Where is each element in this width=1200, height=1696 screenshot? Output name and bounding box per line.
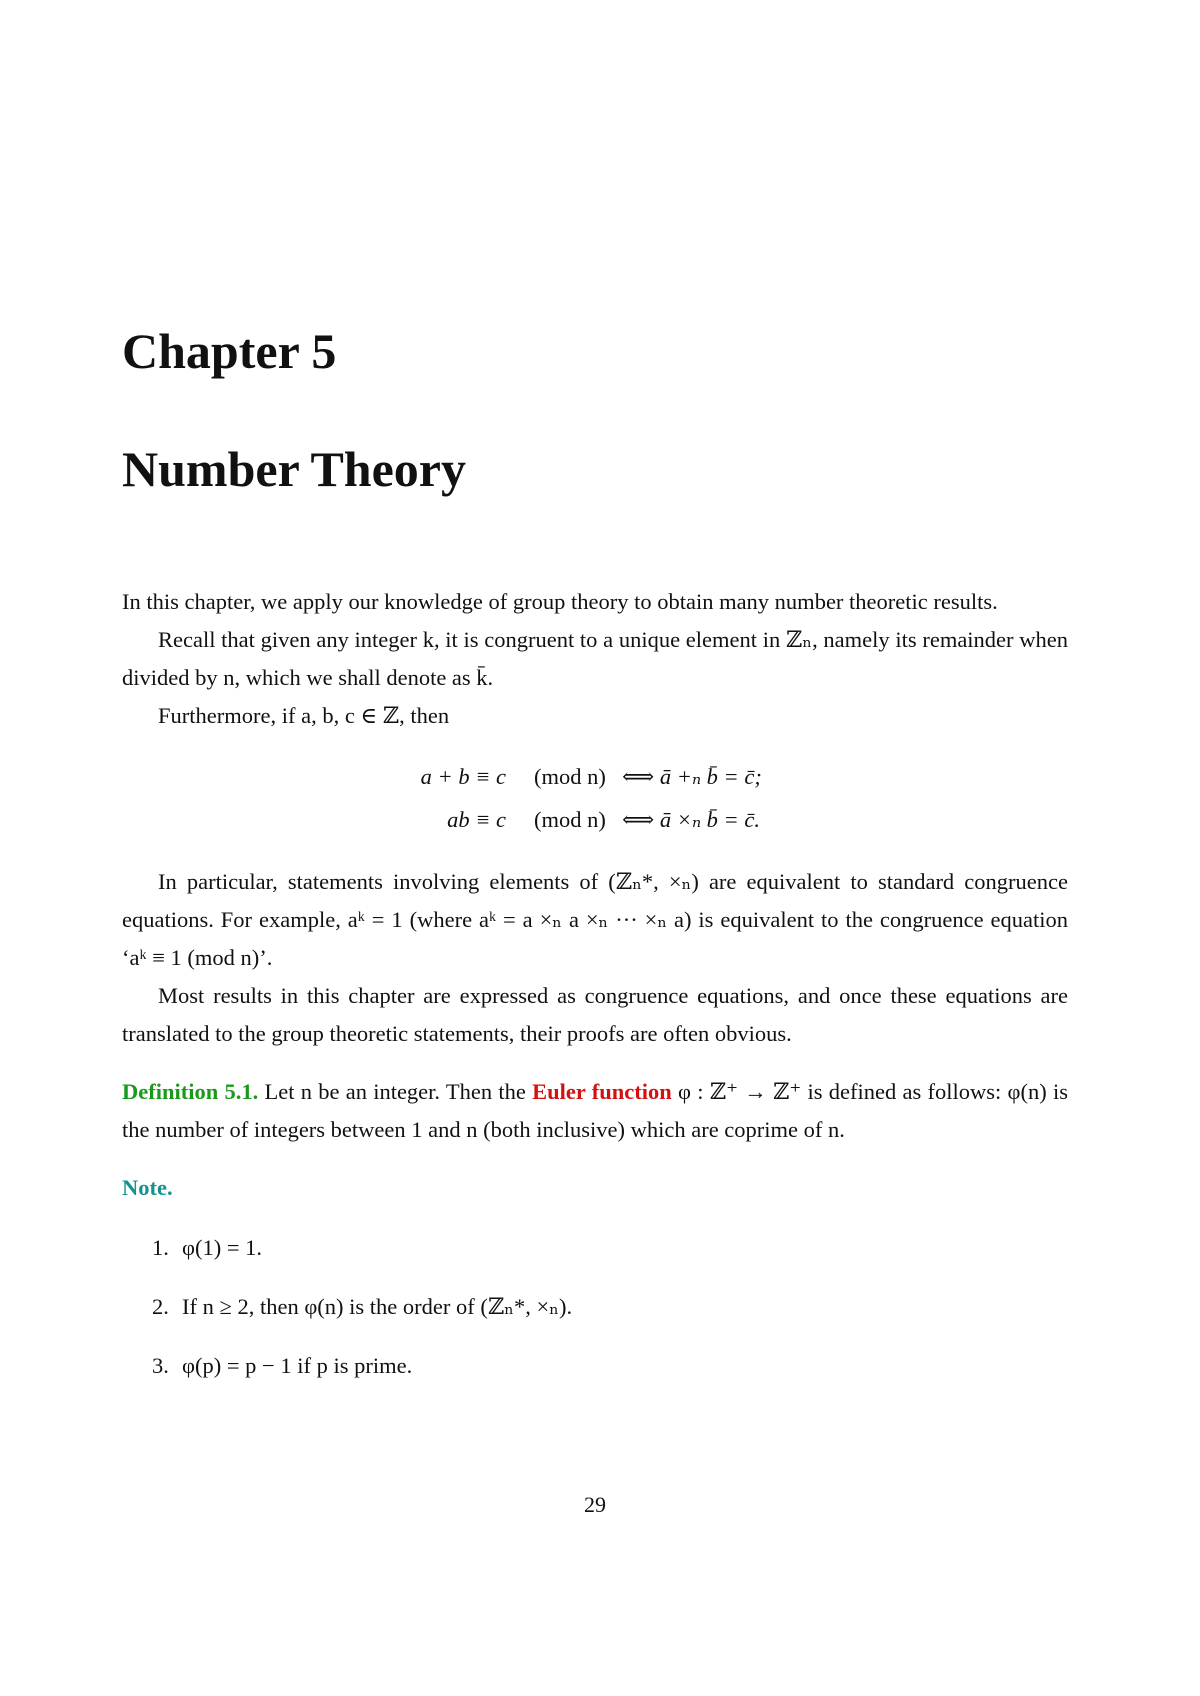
note-label: Note. — [122, 1175, 173, 1200]
definition-term: Euler function — [532, 1079, 672, 1104]
equation-rhs: ⟺ ā +ₙ b̄ = c̄; — [622, 763, 762, 789]
list-item — [122, 1229, 1068, 1267]
equation-mod: (mod n) — [534, 763, 606, 789]
equation-row — [122, 798, 1068, 841]
equation-row — [122, 755, 1068, 798]
list-number: 1. — [152, 1235, 169, 1260]
list-text: φ(p) = p − 1 if p is prime. — [182, 1353, 413, 1378]
chapter-title: Number Theory — [122, 441, 466, 497]
equation-lhs: ab ≡ c — [447, 806, 506, 832]
note-list — [122, 1229, 1068, 1385]
definition-text: Let n be an integer. Then the — [258, 1079, 533, 1104]
page-number: 29 — [584, 1492, 606, 1517]
equation-mod: (mod n) — [534, 806, 606, 832]
body-text — [122, 583, 1068, 1406]
list-item — [122, 1347, 1068, 1385]
chapter-label: Chapter 5 — [122, 323, 337, 379]
list-number: 2. — [152, 1294, 169, 1319]
list-text: φ(1) = 1. — [182, 1235, 263, 1260]
equation-block — [122, 755, 1068, 841]
equation-rhs: ⟺ ā ×ₙ b̄ = c̄. — [622, 806, 760, 832]
list-text: If n ≥ 2, then φ(n) is the order of (ℤₙ*, ×ₙ). — [182, 1294, 573, 1319]
paragraph-most: Most results in this chapter are expressed as congruence equations, and once these equations are translated to the group theoretic statements, their proofs are often obvious. — [122, 983, 1068, 1046]
paragraph-furthermore: Furthermore, if a, b, c ∈ ℤ, then — [158, 703, 450, 728]
equation-lhs: a + b ≡ c — [420, 763, 506, 789]
paragraph-particular: In particular, statements involving elements of (ℤₙ*, ×ₙ) are equivalent to standard congruence equations. For example, aᵏ = 1 (where aᵏ = a ×ₙ a ×ₙ ··· ×ₙ a) is equivalent to the congruence equation ‘aᵏ ≡ 1 (mod n)’. — [122, 869, 1068, 970]
definition-label: Definition 5.1. — [122, 1079, 259, 1104]
definition-text: φ : ℤ⁺ → ℤ⁺ is defined as follows: φ(n) is the number of integers between 1 and n (both inclusive) which are coprime of n. — [122, 1079, 1068, 1142]
paragraph-recall: Recall that given any integer k, it is congruent to a unique element in ℤₙ, namely its remainder when divided by n, which we shall denote as k̄. — [122, 627, 1068, 690]
definition-5-1 — [122, 1073, 1068, 1149]
paragraph-intro: In this chapter, we apply our knowledge of group theory to obtain many number theoretic results. — [122, 589, 998, 614]
list-item — [122, 1288, 1068, 1326]
list-number: 3. — [152, 1353, 169, 1378]
